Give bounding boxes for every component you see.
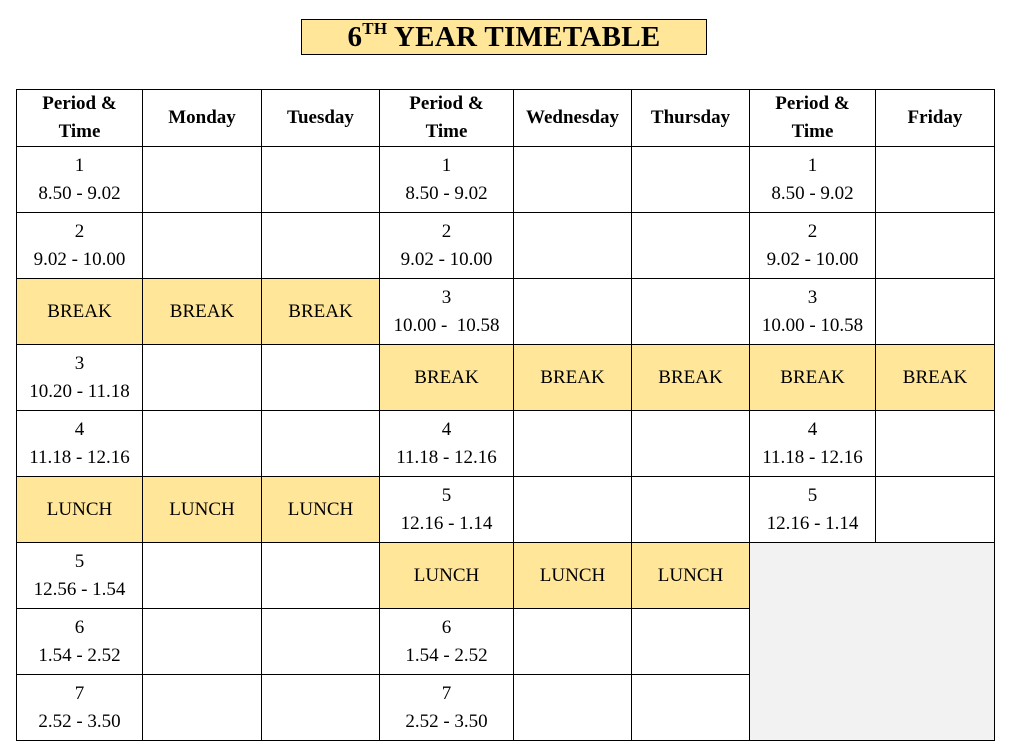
period-cell: 1 8.50 - 9.02 <box>17 147 143 213</box>
period-cell: 3 10.00 - 10.58 <box>750 279 876 345</box>
table-row <box>17 279 995 345</box>
friday-cell[interactable] <box>876 477 995 543</box>
period-cell: 4 11.18 - 12.16 <box>17 411 143 477</box>
wednesday-cell[interactable] <box>514 411 632 477</box>
period-cell: 5 12.16 - 1.14 <box>380 477 514 543</box>
break-cell: BREAK <box>750 345 876 411</box>
period-cell: 3 10.20 - 11.18 <box>17 345 143 411</box>
lunch-cell: LUNCH <box>143 477 262 543</box>
page-title <box>301 19 707 55</box>
period-cell: 1 8.50 - 9.02 <box>750 147 876 213</box>
title-suffix: YEAR TIMETABLE <box>387 20 661 53</box>
monday-cell[interactable] <box>143 411 262 477</box>
header-tuesday: Tuesday <box>262 90 380 147</box>
period-cell: 4 11.18 - 12.16 <box>750 411 876 477</box>
friday-cell[interactable] <box>876 147 995 213</box>
tuesday-cell[interactable] <box>262 543 380 609</box>
monday-cell[interactable] <box>143 543 262 609</box>
period-cell: 1 8.50 - 9.02 <box>380 147 514 213</box>
wednesday-cell[interactable] <box>514 477 632 543</box>
header-period-time-1: Period & Time <box>17 90 143 147</box>
period-cell: 7 2.52 - 3.50 <box>17 675 143 741</box>
table-row <box>17 345 995 411</box>
thursday-cell[interactable] <box>632 279 750 345</box>
table-row <box>17 411 995 477</box>
header-wednesday: Wednesday <box>514 90 632 147</box>
wednesday-cell[interactable] <box>514 213 632 279</box>
title-superscript: TH <box>362 18 388 38</box>
period-cell: 4 11.18 - 12.16 <box>380 411 514 477</box>
header-row <box>17 90 995 147</box>
wednesday-cell[interactable] <box>514 675 632 741</box>
lunch-cell: LUNCH <box>262 477 380 543</box>
title-prefix: 6 <box>347 20 363 53</box>
monday-cell[interactable] <box>143 147 262 213</box>
thursday-cell[interactable] <box>632 147 750 213</box>
thursday-cell[interactable] <box>632 213 750 279</box>
break-cell: BREAK <box>876 345 995 411</box>
table-row <box>17 543 995 609</box>
header-thursday: Thursday <box>632 90 750 147</box>
table-row <box>17 213 995 279</box>
tuesday-cell[interactable] <box>262 411 380 477</box>
thursday-cell[interactable] <box>632 477 750 543</box>
thursday-cell[interactable] <box>632 675 750 741</box>
thursday-cell[interactable] <box>632 411 750 477</box>
table-row <box>17 477 995 543</box>
period-cell: 7 2.52 - 3.50 <box>380 675 514 741</box>
break-cell: BREAK <box>380 345 514 411</box>
thursday-cell[interactable] <box>632 609 750 675</box>
break-cell: BREAK <box>262 279 380 345</box>
header-monday: Monday <box>143 90 262 147</box>
break-cell: BREAK <box>17 279 143 345</box>
period-cell: 2 9.02 - 10.00 <box>17 213 143 279</box>
lunch-cell: LUNCH <box>514 543 632 609</box>
period-cell: 2 9.02 - 10.00 <box>380 213 514 279</box>
lunch-cell: LUNCH <box>17 477 143 543</box>
period-cell: 5 12.16 - 1.14 <box>750 477 876 543</box>
wednesday-cell[interactable] <box>514 147 632 213</box>
wednesday-cell[interactable] <box>514 609 632 675</box>
period-cell: 2 9.02 - 10.00 <box>750 213 876 279</box>
header-period-time-3: Period & Time <box>750 90 876 147</box>
monday-cell[interactable] <box>143 213 262 279</box>
header-friday: Friday <box>876 90 995 147</box>
timetable <box>16 89 995 741</box>
break-cell: BREAK <box>514 345 632 411</box>
friday-cell[interactable] <box>876 213 995 279</box>
lunch-cell: LUNCH <box>380 543 514 609</box>
period-cell: 5 12.56 - 1.54 <box>17 543 143 609</box>
break-cell: BREAK <box>143 279 262 345</box>
lunch-cell: LUNCH <box>632 543 750 609</box>
tuesday-cell[interactable] <box>262 609 380 675</box>
header-period-time-2: Period & Time <box>380 90 514 147</box>
break-cell: BREAK <box>632 345 750 411</box>
period-cell: 3 10.00 - 10.58 <box>380 279 514 345</box>
tuesday-cell[interactable] <box>262 675 380 741</box>
table-row <box>17 147 995 213</box>
wednesday-cell[interactable] <box>514 279 632 345</box>
tuesday-cell[interactable] <box>262 345 380 411</box>
period-cell: 6 1.54 - 2.52 <box>380 609 514 675</box>
monday-cell[interactable] <box>143 609 262 675</box>
tuesday-cell[interactable] <box>262 213 380 279</box>
friday-empty-block <box>750 543 995 741</box>
tuesday-cell[interactable] <box>262 147 380 213</box>
monday-cell[interactable] <box>143 675 262 741</box>
friday-cell[interactable] <box>876 411 995 477</box>
monday-cell[interactable] <box>143 345 262 411</box>
period-cell: 6 1.54 - 2.52 <box>17 609 143 675</box>
friday-cell[interactable] <box>876 279 995 345</box>
